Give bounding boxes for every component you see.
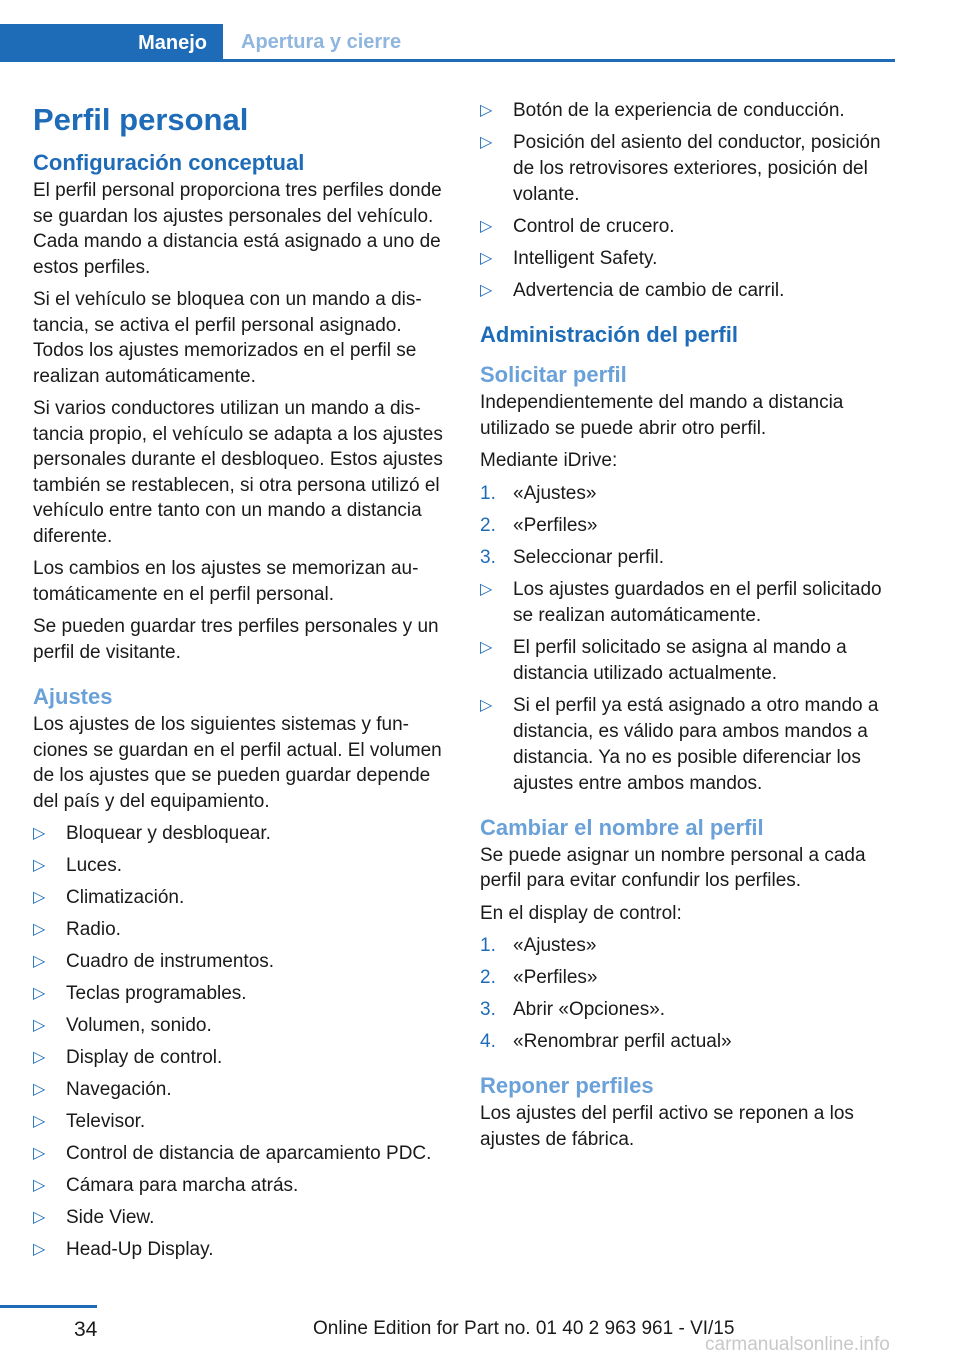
page-header bbox=[0, 24, 895, 62]
list-item-text: El perfil solicitado se asigna al mando a distancia utilizado actualmente. bbox=[513, 636, 847, 684]
page-title: Perfil personal bbox=[33, 102, 249, 137]
list-item-text: Control de distancia de aparcamiento PDC. bbox=[66, 1143, 432, 1164]
triangle-right-outline-icon: ▷ bbox=[33, 953, 46, 970]
paragraph: Se puede asignar un nombre personal a cada perfil para evitar confundir los perfiles. bbox=[480, 844, 866, 891]
list-item bbox=[33, 885, 451, 911]
triangle-right-outline-icon: ▷ bbox=[480, 134, 493, 151]
triangle-right-outline-icon: ▷ bbox=[33, 889, 46, 906]
heading-administracion: Administración del perfil bbox=[480, 322, 738, 347]
list-item-text: Los ajustes guardados en el perfil solicitado se realizan automáticamente. bbox=[513, 578, 882, 626]
step-text: Abrir «Opciones». bbox=[513, 999, 666, 1020]
paragraph: Si el vehículo se bloquea con un mando a distancia, se activa el perfil personal asignado. Todos los ajustes memorizados en el perfil se realizan automáticamente. bbox=[33, 289, 422, 387]
step-item bbox=[480, 965, 895, 991]
list-item-text: Televisor. bbox=[66, 1111, 146, 1132]
triangle-right-outline-icon: ▷ bbox=[33, 1081, 46, 1098]
triangle-right-outline-icon: ▷ bbox=[33, 1145, 46, 1162]
list-item-text: Control de crucero. bbox=[513, 216, 675, 237]
heading-cambiar-nombre: Cambiar el nombre al perfil bbox=[480, 814, 764, 840]
list-item bbox=[33, 1077, 451, 1103]
step-number: 1. bbox=[480, 482, 496, 504]
list-item bbox=[33, 949, 451, 975]
heading-configuracion: Configuración conceptual bbox=[33, 150, 305, 175]
step-item bbox=[480, 997, 895, 1023]
step-text: «Ajustes» bbox=[513, 935, 597, 956]
list-item-text: Teclas programables. bbox=[66, 983, 247, 1004]
solicitar-notes bbox=[480, 577, 895, 797]
list-item-text: Si el perfil ya está asignado a otro mando a distancia, es válido para ambos mandos a distancia. Ya no es posible diferenciar los ajustes entre ambos mandos. bbox=[513, 694, 879, 794]
list-item-text: Navegación. bbox=[66, 1079, 172, 1100]
step-number: 2. bbox=[480, 514, 496, 536]
step-text: «Renombrar perfil actual» bbox=[513, 1031, 732, 1052]
list-item-text: Botón de la experiencia de conducción. bbox=[513, 100, 845, 121]
list-item-text: Cuadro de instrumentos. bbox=[66, 951, 275, 972]
list-item bbox=[33, 1109, 451, 1135]
heading-ajustes: Ajustes bbox=[33, 684, 113, 709]
triangle-right-outline-icon: ▷ bbox=[33, 1241, 46, 1258]
step-item bbox=[480, 481, 895, 507]
list-item bbox=[33, 1141, 451, 1167]
header-rule bbox=[0, 59, 895, 62]
settings-list bbox=[33, 821, 451, 1263]
list-item bbox=[33, 981, 451, 1007]
tab-manejo[interactable] bbox=[0, 24, 223, 62]
list-item-text: Climatización. bbox=[66, 887, 185, 908]
paragraph: Mediante iDrive: bbox=[480, 450, 618, 471]
triangle-right-outline-icon: ▷ bbox=[480, 282, 493, 299]
edition-text: Online Edition for Part no. 01 40 2 963 961 - VI/15 bbox=[313, 1318, 735, 1339]
list-item-text: Radio. bbox=[66, 919, 121, 940]
cambiar-steps bbox=[480, 933, 895, 1055]
triangle-right-outline-icon: ▷ bbox=[480, 250, 493, 267]
triangle-right-outline-icon: ▷ bbox=[33, 1017, 46, 1034]
triangle-right-outline-icon: ▷ bbox=[480, 696, 493, 714]
heading-reponer: Reponer perfiles bbox=[480, 1073, 654, 1098]
list-item-text: Bloquear y desbloquear. bbox=[66, 823, 271, 844]
list-item-text: Intelligent Safety. bbox=[513, 248, 658, 269]
watermark: carmanualsonline.info bbox=[705, 1334, 890, 1355]
list-item bbox=[33, 917, 451, 943]
step-item bbox=[480, 513, 895, 539]
triangle-right-outline-icon: ▷ bbox=[480, 102, 493, 119]
triangle-right-outline-icon: ▷ bbox=[33, 921, 46, 938]
list-item-text: Posición del asiento del conductor, posición de los retrovisores exteriores, posición del volante. bbox=[513, 132, 881, 205]
list-item-text: Display de control. bbox=[66, 1047, 223, 1068]
step-item bbox=[480, 545, 895, 571]
paragraph: Si varios conductores utilizan un mando a distancia propio, el vehículo se adapta a los ajustes personales durante el desbloqueo. Estos ajustes también se restablecen, si otra persona utilizó el vehículo entre tanto con un mando a distancia diferente. bbox=[33, 398, 443, 547]
heading-solicitar: Solicitar perfil bbox=[480, 362, 627, 387]
list-item bbox=[480, 130, 895, 208]
triangle-right-outline-icon: ▷ bbox=[480, 638, 493, 656]
left-column bbox=[33, 98, 451, 1269]
footer-rule bbox=[0, 1305, 97, 1308]
paragraph: Los ajustes del perfil activo se reponen a los ajustes de fábrica. bbox=[480, 1103, 854, 1150]
step-text: «Perfiles» bbox=[513, 967, 598, 988]
paragraph: El perfil personal proporciona tres perfiles donde se guardan los ajustes personales del vehículo. Cada mando a distancia está asignado a uno de estos perfiles. bbox=[33, 180, 442, 278]
triangle-right-outline-icon: ▷ bbox=[33, 1177, 46, 1194]
list-item bbox=[33, 1205, 451, 1231]
list-item bbox=[480, 246, 895, 272]
list-item bbox=[480, 278, 895, 304]
right-column bbox=[480, 98, 895, 1159]
triangle-right-outline-icon: ▷ bbox=[33, 1049, 46, 1066]
list-item-text: Luces. bbox=[66, 855, 122, 876]
paragraph: En el display de control: bbox=[480, 902, 682, 924]
solicitar-steps bbox=[480, 481, 895, 571]
step-number: 3. bbox=[480, 546, 496, 568]
tab-manejo-label: Manejo bbox=[138, 31, 207, 54]
paragraph: Se pueden guardar tres perfiles personales y un perfil de visitante. bbox=[33, 616, 439, 663]
step-text: «Ajustes» bbox=[513, 482, 597, 504]
list-item-text: Advertencia de cambio de carril. bbox=[513, 280, 785, 301]
step-text: Seleccionar perfil. bbox=[513, 546, 665, 568]
step-item bbox=[480, 1029, 895, 1055]
step-number: 4. bbox=[480, 1031, 496, 1052]
list-item-text: Volumen, sonido. bbox=[66, 1015, 212, 1036]
page-number: 34 bbox=[74, 1318, 98, 1341]
step-number: 2. bbox=[480, 967, 496, 988]
paragraph: Los cambios en los ajustes se memorizan automáticamente en el perfil personal. bbox=[33, 558, 419, 605]
list-item bbox=[33, 1013, 451, 1039]
triangle-right-outline-icon: ▷ bbox=[33, 985, 46, 1002]
paragraph: Independientemente del mando a distancia utilizado se puede abrir otro perfil. bbox=[480, 392, 844, 439]
list-item bbox=[480, 214, 895, 240]
step-number: 3. bbox=[480, 999, 496, 1020]
list-item bbox=[33, 853, 451, 879]
settings-list-continued bbox=[480, 98, 895, 304]
step-item bbox=[480, 933, 895, 959]
triangle-right-outline-icon: ▷ bbox=[33, 1209, 46, 1226]
list-item bbox=[33, 1045, 451, 1071]
list-item bbox=[480, 577, 895, 629]
triangle-right-outline-icon: ▷ bbox=[33, 1113, 46, 1130]
list-item bbox=[480, 635, 895, 687]
tab-apertura-label: Apertura y cierre bbox=[241, 30, 402, 53]
list-item bbox=[480, 693, 895, 797]
list-item bbox=[33, 1237, 451, 1263]
paragraph: Los ajustes de los siguientes sistemas y funciones se guardan en el perfil actual. El volumen de los ajustes que se pueden guardar depende del país y del equipamiento. bbox=[33, 714, 442, 812]
list-item bbox=[480, 98, 895, 124]
list-item-text: Head-Up Display. bbox=[66, 1239, 214, 1260]
triangle-right-outline-icon: ▷ bbox=[480, 218, 493, 235]
triangle-right-outline-icon: ▷ bbox=[33, 857, 46, 874]
list-item bbox=[33, 821, 451, 847]
tab-apertura-y-cierre[interactable] bbox=[241, 24, 401, 60]
list-item-text: Cámara para marcha atrás. bbox=[66, 1175, 299, 1196]
step-text: «Perfiles» bbox=[513, 514, 598, 536]
triangle-right-outline-icon: ▷ bbox=[480, 580, 493, 598]
list-item-text: Side View. bbox=[66, 1207, 155, 1228]
triangle-right-outline-icon: ▷ bbox=[33, 825, 46, 842]
step-number: 1. bbox=[480, 935, 496, 956]
list-item bbox=[33, 1173, 451, 1199]
